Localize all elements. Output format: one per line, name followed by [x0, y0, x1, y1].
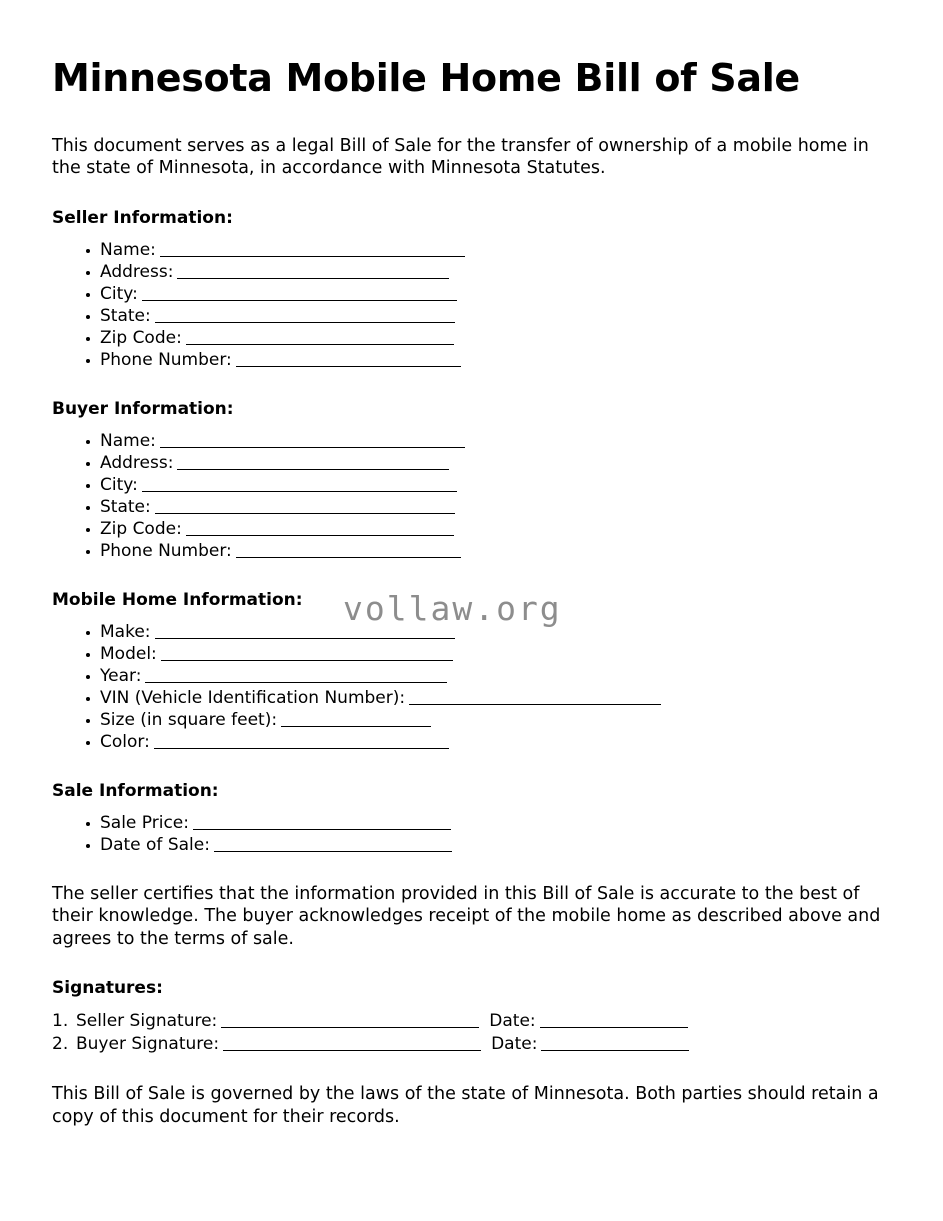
- signature-date-blank-line[interactable]: [541, 1036, 689, 1051]
- field-row: [52, 349, 891, 371]
- field-label: Year:: [100, 665, 142, 686]
- signature-row: [52, 1010, 891, 1033]
- field-label: Zip Code:: [100, 518, 182, 539]
- field-blank-line[interactable]: [155, 499, 455, 514]
- field-blank-line[interactable]: [409, 690, 661, 705]
- governing-law-paragraph: This Bill of Sale is governed by the laws of the state of Minnesota. Both parties should retain a copy of this document for their records.: [52, 1084, 879, 1127]
- field-blank-line[interactable]: [193, 815, 451, 830]
- sale-information-heading: Sale Information:: [52, 780, 219, 801]
- field-blank-line[interactable]: [155, 624, 455, 639]
- field-label: Size (in square feet):: [100, 709, 278, 730]
- sale-information-fields: [52, 801, 891, 856]
- field-blank-line[interactable]: [160, 242, 465, 257]
- field-row: [52, 239, 891, 261]
- buyer-information-heading: Buyer Information:: [52, 398, 234, 419]
- field-label: City:: [100, 283, 138, 304]
- field-label: Date of Sale:: [100, 834, 210, 855]
- field-row: [52, 834, 891, 856]
- field-label: VIN (Vehicle Identification Number):: [100, 687, 406, 708]
- field-row: [52, 643, 891, 665]
- buyer-information-fields: [52, 419, 891, 562]
- field-blank-line[interactable]: [177, 264, 449, 279]
- field-row: [52, 812, 891, 834]
- field-row: [52, 474, 891, 496]
- seller-information-heading: Seller Information:: [52, 207, 233, 228]
- field-row: [52, 518, 891, 540]
- signature-date-blank-line[interactable]: [540, 1013, 688, 1028]
- field-blank-line[interactable]: [155, 308, 455, 323]
- intro-paragraph: This document serves as a legal Bill of Sale for the transfer of ownership of a mobile home in the state of Minnesota, in accordance with Minnesota Statutes.: [52, 135, 869, 179]
- field-row: [52, 305, 891, 327]
- field-label: Model:: [100, 643, 157, 664]
- signature-blank-line[interactable]: [221, 1013, 479, 1028]
- page-title: Minnesota Mobile Home Bill of Sale: [52, 56, 800, 100]
- field-row: [52, 452, 891, 474]
- field-row: [52, 665, 891, 687]
- field-row: [52, 621, 891, 643]
- field-label: Make:: [100, 621, 151, 642]
- field-label: Name:: [100, 239, 156, 260]
- field-row: [52, 709, 891, 731]
- field-label: Address:: [100, 261, 174, 282]
- field-label: City:: [100, 474, 138, 495]
- field-blank-line[interactable]: [281, 712, 431, 727]
- mobile-home-information-heading: Mobile Home Information:: [52, 589, 303, 610]
- field-row: [52, 261, 891, 283]
- field-label: Zip Code:: [100, 327, 182, 348]
- signature-rows: [52, 998, 891, 1056]
- field-row: [52, 731, 891, 753]
- field-row: [52, 327, 891, 349]
- field-label: Phone Number:: [100, 349, 232, 370]
- field-label: Address:: [100, 452, 174, 473]
- signature-label: Seller Signature:: [76, 1011, 218, 1032]
- field-blank-line[interactable]: [236, 352, 461, 367]
- field-row: [52, 687, 891, 709]
- field-label: Name:: [100, 430, 156, 451]
- field-label: Sale Price:: [100, 812, 189, 833]
- field-label: Phone Number:: [100, 540, 232, 561]
- field-label: Color:: [100, 731, 150, 752]
- field-blank-line[interactable]: [186, 330, 454, 345]
- field-blank-line[interactable]: [142, 477, 457, 492]
- signature-label: Buyer Signature:: [76, 1034, 220, 1055]
- watermark: vollaw.org: [343, 589, 562, 628]
- mobile-home-information-fields: [52, 610, 891, 753]
- field-row: [52, 430, 891, 452]
- signature-row: [52, 1033, 891, 1056]
- signature-date-label: Date:: [491, 1034, 538, 1055]
- field-blank-line[interactable]: [154, 734, 449, 749]
- field-label: State:: [100, 496, 151, 517]
- signatures-heading: Signatures:: [52, 978, 163, 999]
- field-blank-line[interactable]: [160, 433, 465, 448]
- field-row: [52, 496, 891, 518]
- certification-paragraph: The seller certifies that the information provided in this Bill of Sale is accurate to the best of their knowledge. The buyer acknowledges receipt of the mobile home as described above and agrees to the terms of sale.: [52, 883, 881, 949]
- field-row: [52, 540, 891, 562]
- field-blank-line[interactable]: [145, 668, 447, 683]
- field-blank-line[interactable]: [214, 837, 452, 852]
- signature-blank-line[interactable]: [223, 1036, 481, 1051]
- signature-date-label: Date:: [489, 1011, 536, 1032]
- field-label: State:: [100, 305, 151, 326]
- field-blank-line[interactable]: [186, 521, 454, 536]
- field-blank-line[interactable]: [177, 455, 449, 470]
- field-row: [52, 283, 891, 305]
- field-blank-line[interactable]: [236, 543, 461, 558]
- seller-information-fields: [52, 228, 891, 371]
- field-blank-line[interactable]: [142, 286, 457, 301]
- field-blank-line[interactable]: [161, 646, 453, 661]
